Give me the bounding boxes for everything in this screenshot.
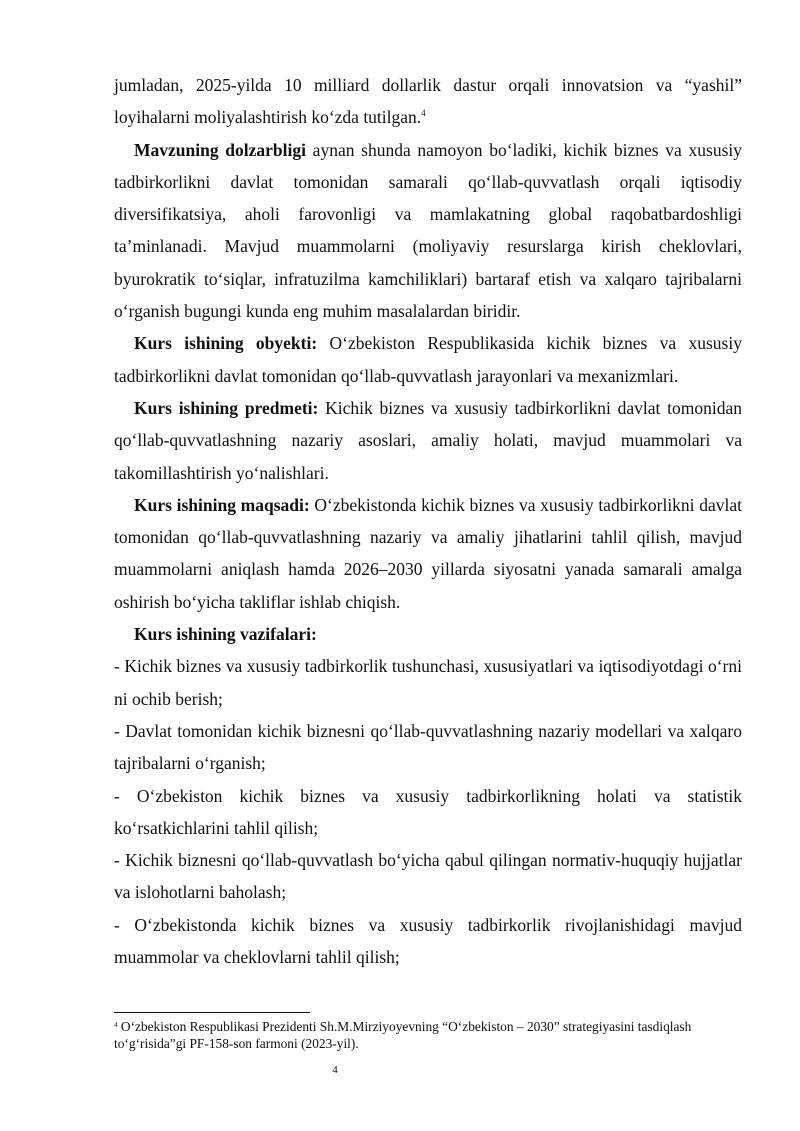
task-item: - O‘zbekistonda kichik biznes va xususiy tadbirkorlik rivojlanishidagi mavjud muammolar va cheklovlarni tahlil qilish; xyxy=(114,914,742,968)
paragraph-text: O‘zbekiston Respublikasida kichik biznes va xususiy tadbirkorlikni davlat tomonidan qo‘llab-quvvatlash jarayonlari va mexanizmlari. xyxy=(114,333,742,386)
paragraph-heading: Kurs ishining vazifalari: xyxy=(134,624,317,645)
paragraph-text: Kichik biznes va xususiy tadbirkorlikni davlat tomonidan qo‘llab-quvvatlashning nazariy asoslari, amaliy holati, mavjud muammolari va takomillashtirish yo‘nalishlari. xyxy=(114,397,742,483)
task-item: - Kichik biznesni qo‘llab-quvvatlash bo‘yicha qabul qilingan normativ-huquqiy hujjatlar va islohotlarni baholash; xyxy=(114,850,742,903)
paragraph-text: jumladan, 2025-yilda 10 milliard dollarlik dastur orqali innovatsion va “yashil” loyihalarni moliyalashtirish ko‘zda tutilgan. xyxy=(114,75,742,128)
task-item: - O‘zbekiston kichik biznes va xususiy tadbirkorlikning holati va statistik ko‘rsatkichlarini tahlil qilish; xyxy=(114,785,742,838)
paragraph-object xyxy=(114,327,742,392)
task-item: - Kichik biznes va xususiy tadbirkorlik tushunchasi, xususiyatlari va iqtisodiyotdagi o‘rni ni ochib berish; xyxy=(114,656,742,709)
paragraph-continuation xyxy=(114,69,742,134)
paragraph-heading: Mavzuning dolzarbligi xyxy=(134,139,306,160)
paragraph-text: O‘zbekistonda kichik biznes va xususiy tadbirkorlikni davlat tomonidan qo‘llab-quvvatlashning nazariy va amaliy jihatlarini tahlil qilish, mavjud muammolarni aniqlash hamda 2026–2030 yillarda siyosatni yanada samarali amalga oshirish bo‘yicha takliflar ishlab chiqish. xyxy=(114,494,742,612)
paragraph-relevance xyxy=(114,134,742,328)
page-number: 4 xyxy=(332,1064,338,1076)
paragraph-text: aynan shunda namoyon bo‘ladiki, kichik biznes va xususiy tadbirkorlikni davlat tomonidan samarali qo‘llab-quvvatlash orqali iqtisodiy diversifikatsiya, aholi farovonligi va mamlakatning global raqobatbardoshligi ta’minlanadi. Mavjud muammolarni (moliyaviy resurslarga kirish cheklovlari, byurokratik to‘siqlar, infratuzilma kamchiliklari) bartaraf etish va xalqaro tajribalarni o‘rganish bugungi kunda eng muhim masalalardan biridir. xyxy=(114,139,742,322)
paragraph-goal xyxy=(114,489,742,618)
footnote-reference[interactable]: 4 xyxy=(421,108,426,119)
paragraph-heading: Kurs ishining predmeti: xyxy=(134,397,319,418)
footnote-marker: 4 xyxy=(114,1021,118,1029)
document-body xyxy=(114,69,742,973)
paragraph-heading: Kurs ishining maqsadi: xyxy=(134,494,310,515)
footnote xyxy=(114,1018,742,1052)
task-item: - Davlat tomonidan kichik biznesni qo‘llab-quvvatlashning nazariy modellari va xalqaro tajribalarni o‘rganish; xyxy=(114,720,742,774)
paragraph-subject xyxy=(114,392,742,489)
paragraph-heading: Kurs ishining obyekti: xyxy=(134,333,318,354)
footnote-separator xyxy=(114,1012,310,1013)
paragraph-tasks-heading xyxy=(114,618,742,650)
footnote-text: O‘zbekiston Respublikasi Prezidenti Sh.M.Mirziyoyevning “O‘zbekiston – 2030” strategiyasini tasdiqlash to‘g‘risida”gi PF-158-son farmoni (2023-yil). xyxy=(114,1019,692,1051)
